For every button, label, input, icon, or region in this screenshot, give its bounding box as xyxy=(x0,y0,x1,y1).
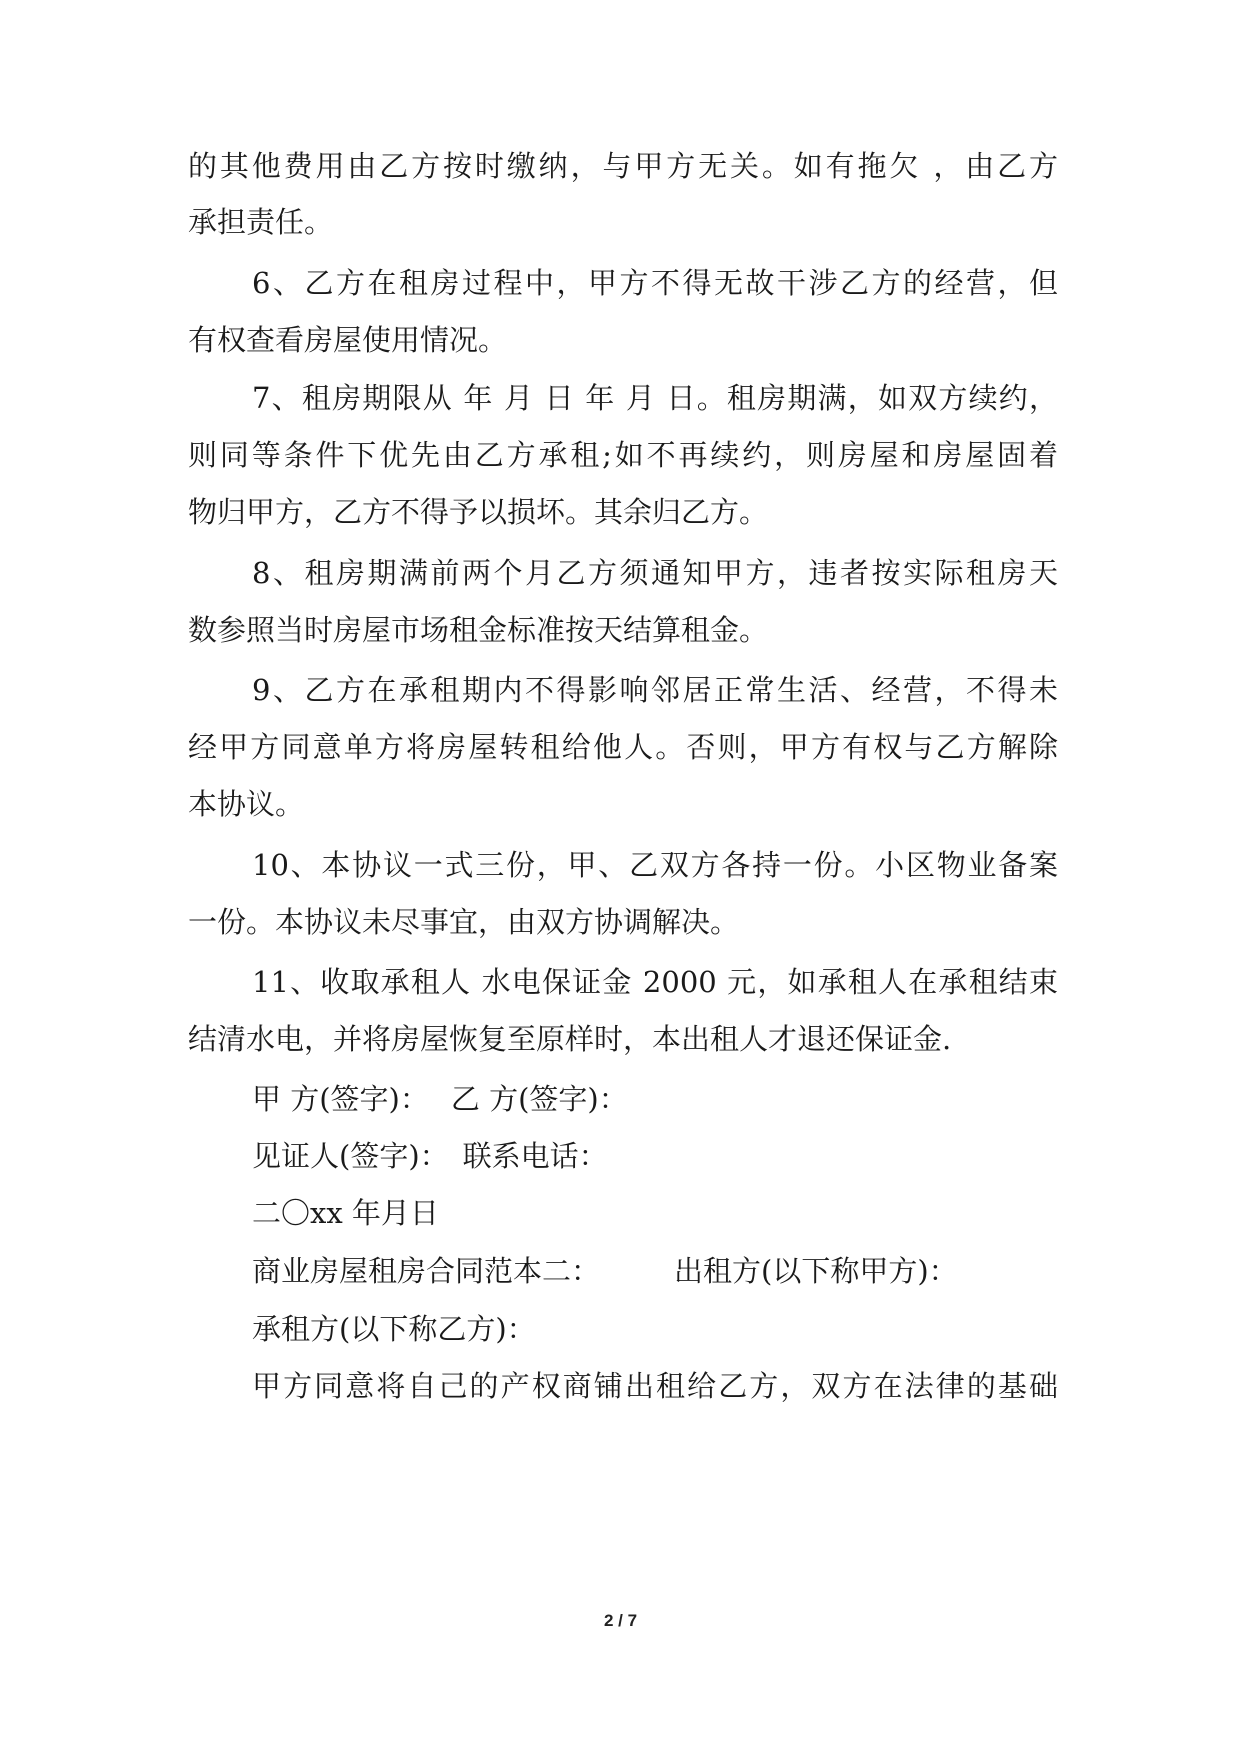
contact-phone-label: 联系电话： xyxy=(462,1139,608,1173)
clause-7-line: 7、租房期限从 年 月 日 年 月 日。租房期满，如双方续约， xyxy=(252,381,1058,415)
clause-10-line: 10、本协议一式三份，甲、乙双方各持一份。小区物业备案 xyxy=(252,848,1058,882)
paragraph-line: 甲方同意将自己的产权商铺出租给乙方，双方在法律的基础 xyxy=(252,1369,1058,1403)
paragraph-line: 有权查看房屋使用情况。 xyxy=(188,323,508,357)
paragraph-line: 承担责任。 xyxy=(188,205,334,239)
paragraph-line: 则同等条件下优先由乙方承租;如不再续约，则房屋和房屋固着 xyxy=(188,438,1058,472)
paragraph-line: 经甲方同意单方将房屋转租给他人。否则，甲方有权与乙方解除 xyxy=(188,730,1058,764)
party-a-signature-label: 甲 方(签字)： xyxy=(252,1082,429,1116)
paragraph-line: 一份。本协议未尽事宜，由双方协调解决。 xyxy=(188,905,740,939)
clause-6-line: 6、乙方在租房过程中，甲方不得无故干涉乙方的经营，但 xyxy=(252,266,1058,300)
paragraph-line: 物归甲方，乙方不得予以损坏。其余归乙方。 xyxy=(188,495,769,529)
clause-9-line: 9、乙方在承租期内不得影响邻居正常生活、经营，不得未 xyxy=(252,673,1058,707)
paragraph-line: 的其他费用由乙方按时缴纳，与甲方无关。如有拖欠 ，由乙方 xyxy=(188,149,1058,183)
signature-line xyxy=(252,1079,1122,1119)
party-b-signature-label: 乙 方(签字)： xyxy=(450,1082,628,1116)
sample-two-header xyxy=(252,1251,1122,1291)
clause-8-line: 8、租房期满前两个月乙方须通知甲方，违者按实际租房天 xyxy=(252,556,1058,590)
lessor-label: 出租方(以下称甲方)： xyxy=(674,1254,958,1288)
page-number: 2 / 7 xyxy=(603,1611,638,1630)
paragraph-line: 本协议。 xyxy=(188,787,305,821)
date-line: 二〇xx 年月日 xyxy=(252,1196,439,1230)
witness-signature-label: 见证人(签字)： xyxy=(252,1139,449,1173)
paragraph-line: 结清水电，并将房屋恢复至原样时，本出租人才退还保证金. xyxy=(188,1022,952,1056)
paragraph-line: 数参照当时房屋市场租金标准按天结算租金。 xyxy=(188,613,769,647)
witness-line xyxy=(252,1136,1122,1176)
clause-11-line: 11、收取承租人 水电保证金 2000 元，如承租人在承租结束 xyxy=(252,965,1058,999)
lessee-label: 承租方(以下称乙方)： xyxy=(252,1312,536,1346)
sample-two-title: 商业房屋租房合同范本二： xyxy=(252,1254,601,1288)
